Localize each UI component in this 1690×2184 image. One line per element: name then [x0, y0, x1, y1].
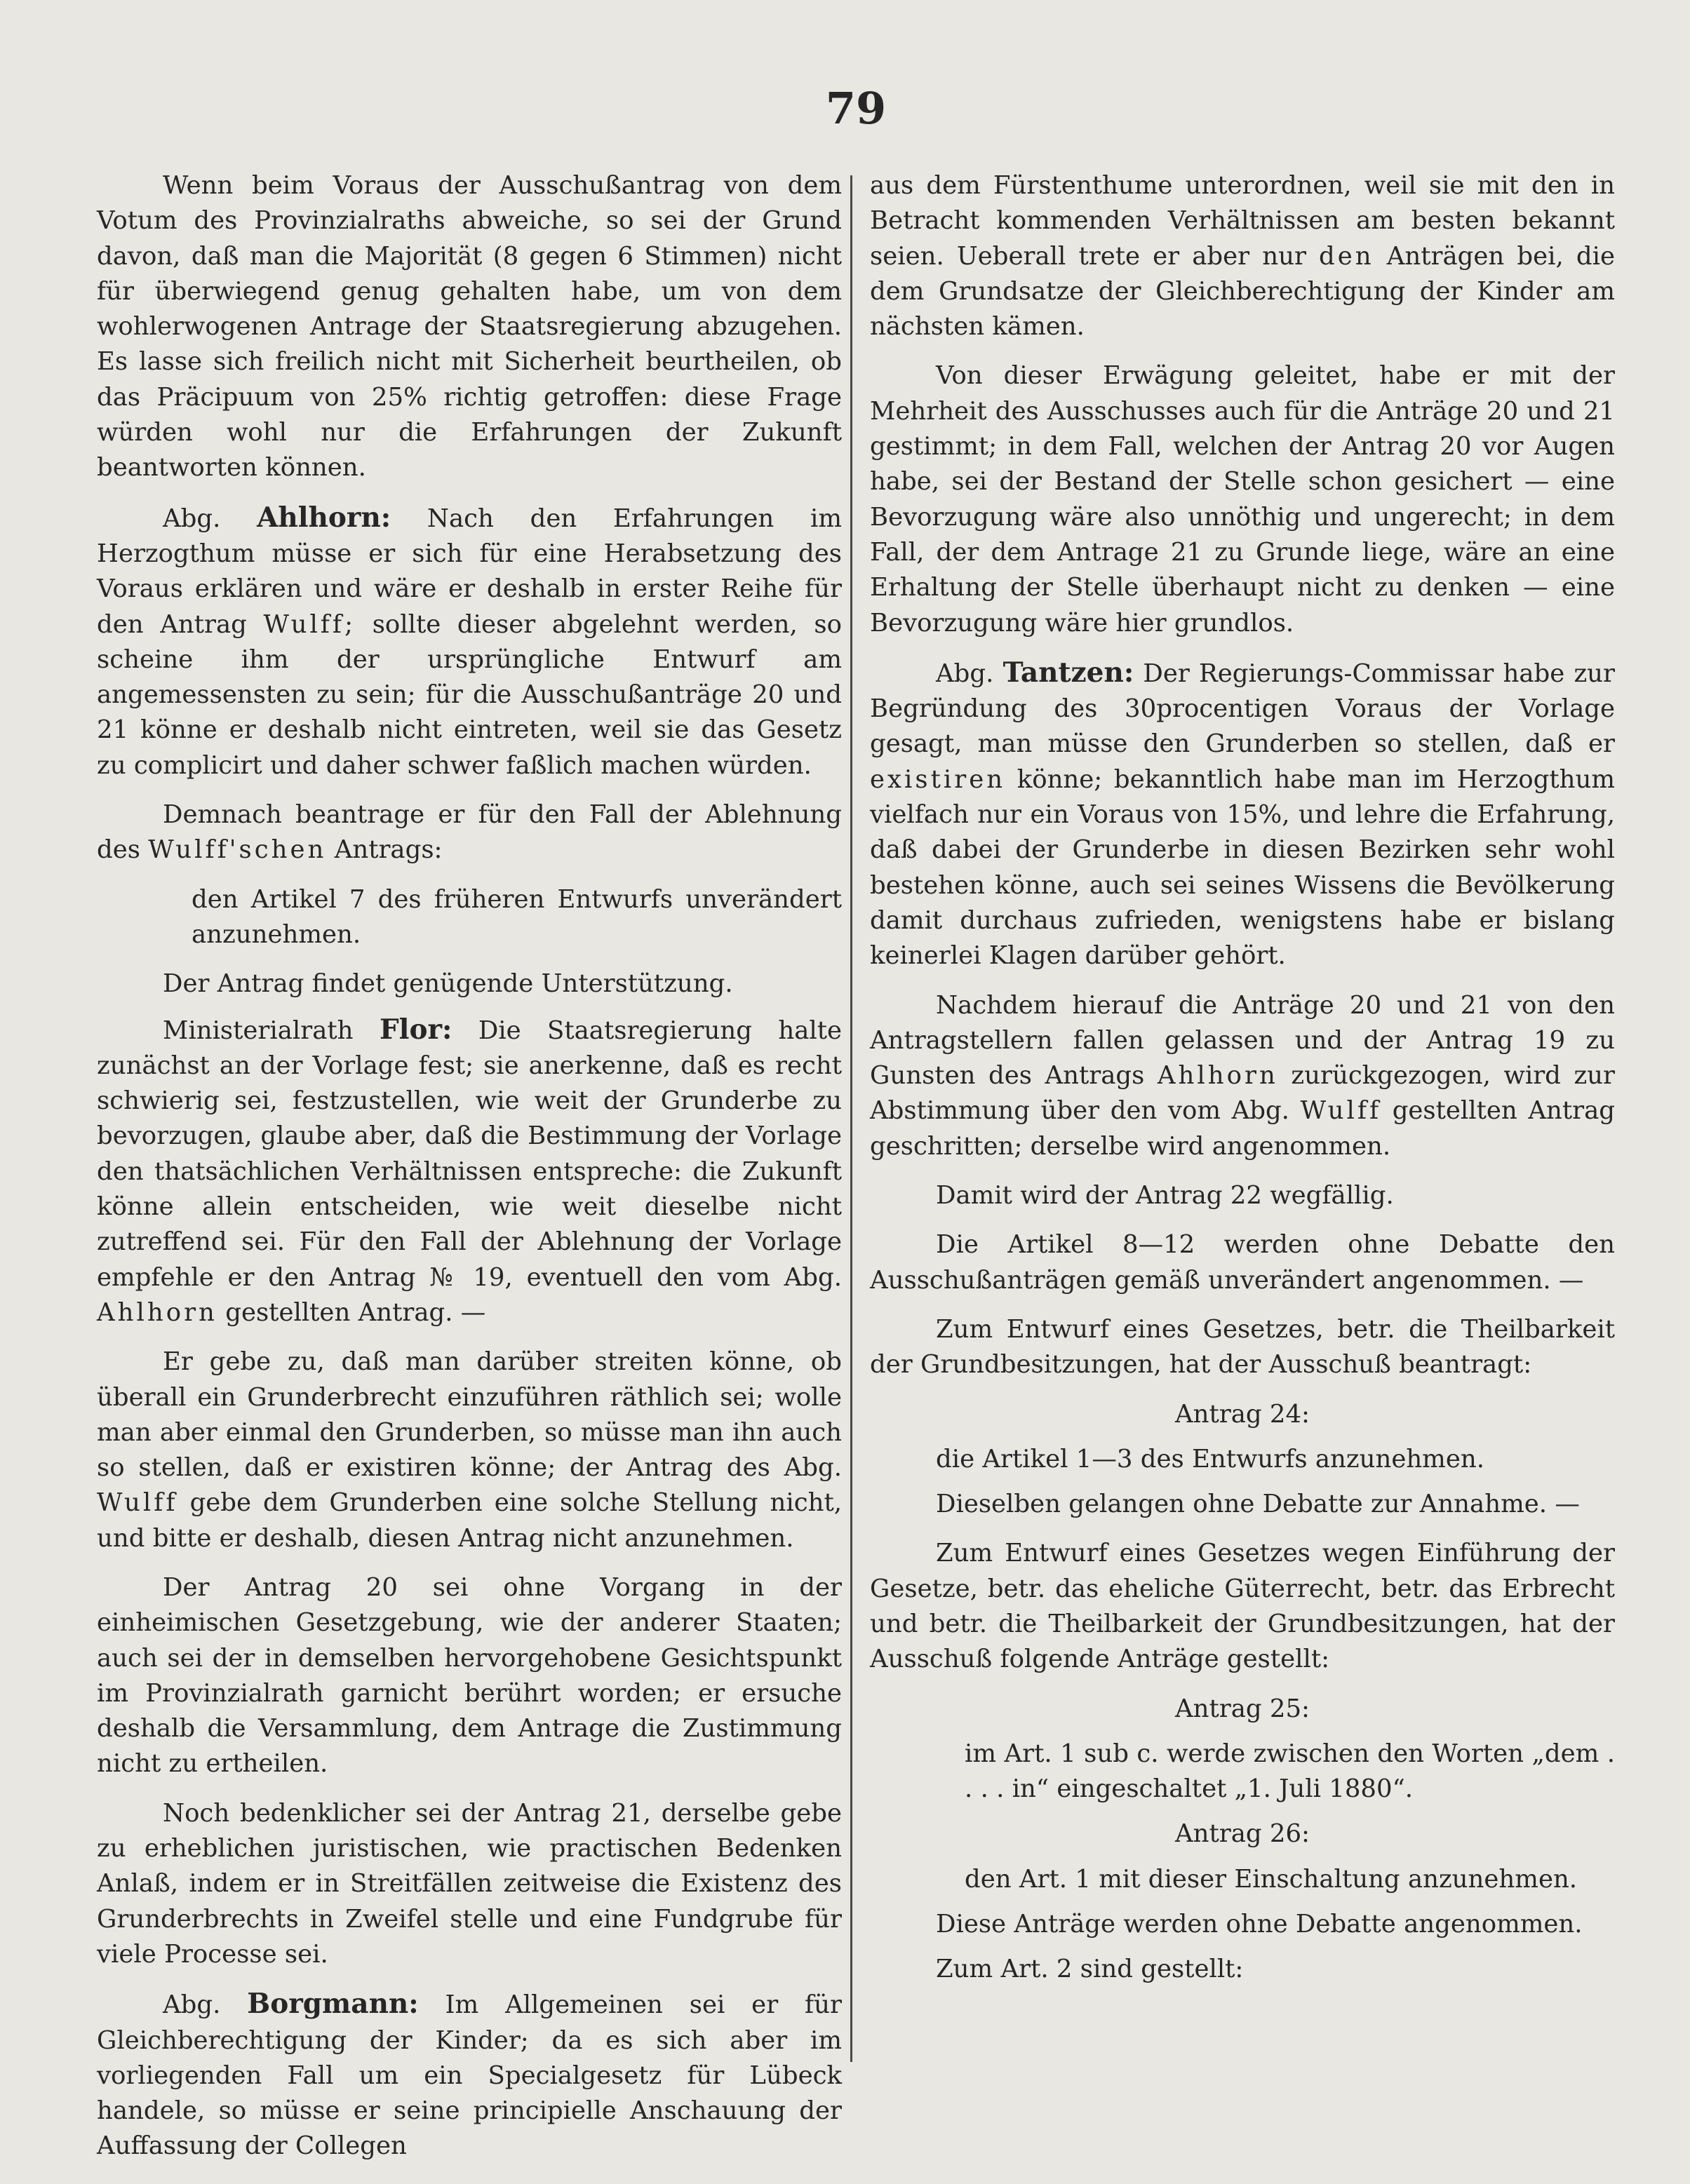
paragraph: Der Antrag findet genügende Unterstützung. [163, 969, 733, 999]
motion-heading: Antrag 26: [1174, 1819, 1310, 1849]
paragraph-text: Demnach beantrage er für den Fall der Ablehnung des [97, 800, 842, 865]
speaker-name: Ahlhorn: [257, 501, 391, 534]
paragraph-text: zurückgezogen, wird zur Abstimmung über den vom Abg. [870, 1061, 1615, 1126]
speech-flor [97, 1012, 842, 1331]
speech-text: Die Staatsregierung halte zunächst an der Vorlage fest; sie anerkenne, daß es recht schwierig sei, festzustellen, wie weit der Grunderbe zu bevorzugen, glaube aber, daß die Bestimmung der Vorlage den thatsächlichen Verhältnissen entspreche: die Zukunft könne allein entscheiden, wie weit dieselbe nicht zutreffend sei. Für den Fall der Ablehnung der Vorlage empfehle er den Antrag № 19, eventuell den vom Abg. [97, 1016, 842, 1292]
motion-heading: Antrag 25: [1174, 1694, 1310, 1723]
speaker-prefix: Ministerialrath [163, 1016, 354, 1045]
speaker-prefix: Abg. [163, 504, 221, 533]
paragraph: Zum Entwurf eines Gesetzes, betr. die Theilbarkeit der Grundbesitzungen, hat der Ausschuß beantragt: [870, 1314, 1615, 1380]
motion-text: den Art. 1 mit dieser Einschaltung anzunehmen. [965, 1864, 1578, 1894]
paragraph: Der Antrag 20 sei ohne Vorgang in der einheimischen Gesetzgebung, wie der anderer Staaten; auch sei der in demselben hervorgehobene Gesichtspunkt im Provinzialrath garnicht berührt worden; er ersuche deshalb die Versammlung, dem Antrage die Zustimmung nicht zu ertheilen. [97, 1572, 842, 1779]
paragraph-text: Nachdem hierauf die Anträge 20 und 21 von den Antragstellern fallen gelassen und der Antrag 19 zu Gunsten des Antrags [870, 990, 1615, 1091]
paragraph: Dieselben gelangen ohne Debatte zur Annahme. — [936, 1490, 1580, 1519]
column-divider [850, 175, 852, 2062]
paragraph-text: aus dem Fürstenthume unterordnen, weil sie mit den in Betracht kommenden Verhältnissen am besten bekannt seien. Ueberall trete er aber nur [870, 171, 1615, 271]
paragraph: Zum Entwurf eines Gesetzes wegen Einführung der Gesetze, betr. das eheliche Güterrecht, betr. das Erbrecht und betr. die Theilbarkeit der Grundbesitzungen, hat der Ausschuß folgende Anträge gestellt: [870, 1539, 1615, 1674]
paragraph-text: Er gebe zu, daß man darüber streiten könne, ob überall ein Grunderbrecht einzuführen räthlich sei; wolle man aber einmal den Grunderben, so müsse man ihn auch so stellen, daß er existiren könne; der Antrag des Abg. [97, 1347, 842, 1483]
paragraph: Zum Art. 2 sind gestellt: [936, 1955, 1244, 1984]
motion-heading: Antrag 24: [1174, 1399, 1310, 1429]
speech-text: könne; bekanntlich habe man im Herzogthum vielfach nur ein Voraus von 15%, und lehre die Erfahrung, daß dabei der Grunderbe in diesen Bezirken sehr wohl bestehen könne, auch sei seines Wissens die Bevölkerung damit durchaus zufrieden, wenigstens habe er bislang keinerlei Klagen darüber gehört. [870, 764, 1615, 971]
speaker-name: Flor: [379, 1013, 452, 1046]
spaced-name: Ahlhorn [97, 1297, 217, 1327]
speech-text: Im Allgemeinen sei er für Gleichberechtigung der Kinder; da es sich aber im vorliegenden Fall um ein Specialgesetz für Lübeck handele, so müsse er seine principielle Anschauung der Auffassung der Collegen [97, 1990, 842, 2161]
motion-text: die Artikel 1—3 des Entwurfs anzunehmen. [936, 1444, 1485, 1474]
paragraph: Noch bedenklicher sei der Antrag 21, derselbe gebe zu erheblichen juristischen, wie practischen Bedenken Anlaß, indem er in Streitfällen zeitweise die Existenz des Grunderbrechts in Zweifel stelle und eine Fundgrube für viele Processe sei. [97, 1798, 842, 1969]
motion-text: den Artikel 7 des früheren Entwurfs unverändert anzunehmen. [192, 884, 842, 949]
emphasized-word: den [1319, 241, 1374, 271]
speaker-prefix: Abg. [936, 659, 994, 688]
speech-ahlhorn [97, 500, 842, 783]
motion-text: im Art. 1 sub c. werde zwischen den Worten „dem . . . . in“ eingeschaltet „1. Juli 1880“. [965, 1739, 1615, 1804]
paragraph: Wenn beim Voraus der Ausschußantrag von dem Votum des Provinzialraths abweiche, so sei der Grund davon, daß man die Majorität (8 gegen 6 Stimmen) nicht für überwiegend genug gehalten habe, um von dem wohlerwogenen Antrage der Staatsregierung abzugehen. Es lasse sich freilich nicht mit Sicherheit beurtheilen, ob das Präcipuum von 25% richtig getroffen: diese Frage würden wohl nur die Erfahrungen der Zukunft beantworten können. [97, 171, 842, 483]
spaced-name: Ahlhorn [1157, 1061, 1278, 1091]
page-number: 79 [825, 83, 887, 134]
right-column [870, 168, 1615, 1988]
speaker-name: Tantzen: [1002, 656, 1134, 689]
speech-text: Nach den Erfahrungen im Herzogthum müsse er sich für eine Herabsetzung des Voraus erklären und wäre er deshalb in erster Reihe für den Antrag [97, 504, 842, 639]
paragraph [97, 1344, 842, 1556]
spaced-name: Wulff; [263, 609, 356, 639]
spaced-name: Wulff [97, 1488, 178, 1518]
paragraph: Diese Anträge werden ohne Debatte angenommen. [936, 1910, 1583, 1939]
speech-borgmann [97, 1986, 842, 2164]
speaker-name: Borgmann: [247, 1988, 419, 2021]
emphasized-word: existiren [870, 764, 1006, 794]
speaker-prefix: Abg. [163, 1990, 221, 2020]
paragraph [97, 797, 842, 868]
paragraph-text: Antrags: [334, 835, 443, 865]
speech-tantzen [870, 655, 1615, 974]
paragraph-text: Anträgen bei, die dem Grundsatze der Gleichberechtigung der Kinder am nächsten kämen. [870, 241, 1615, 342]
paragraph: Damit wird der Antrag 22 wegfällig. [936, 1181, 1394, 1211]
paragraph-text: gestellten Antrag geschritten; derselbe wird angenommen. [870, 1096, 1615, 1161]
paragraph-text: gebe dem Grunderben eine solche Stellung nicht, und bitte er deshalb, diesen Antrag nicht anzunehmen. [97, 1488, 842, 1553]
paragraph: Die Artikel 8—12 werden ohne Debatte den Ausschußanträgen gemäß unverändert angenommen. — [870, 1230, 1615, 1295]
speech-text: gestellten Antrag. — [225, 1297, 486, 1327]
spaced-name: Wulff [1300, 1096, 1382, 1126]
paragraph [870, 988, 1615, 1164]
spaced-name: Wulff'schen [148, 835, 327, 865]
paragraph-continued [870, 168, 1615, 344]
speech-text: sollte dieser abgelehnt werden, so scheine ihm der ursprüngliche Entwurf am angemessensten zu sein; für die Ausschußanträge 20 und 21 könne er deshalb nicht eintreten, weil sie das Gesetz zu complicirt und daher schwer faßlich machen würden. [97, 609, 842, 780]
left-column [97, 168, 842, 2164]
speech-text: Der Regierungs-Commissar habe zur Begründung des 30procentigen Voraus der Vorlage gesagt, man müsse den Grunderben so stellen, daß er [870, 659, 1615, 759]
paragraph: Von dieser Erwägung geleitet, habe er mit der Mehrheit des Ausschusses auch für die Anträge 20 und 21 gestimmt; in dem Fall, welchen der Antrag 20 vor Augen habe, sei der Bestand der Stelle schon gesichert — eine Bevorzugung wäre also unnöthig und ungerecht; in dem Fall, der dem Antrage 21 zu Grunde liege, wäre an eine Erhaltung der Stelle überhaupt nicht zu denken — eine Bevorzugung wäre hier grundlos. [870, 361, 1615, 638]
